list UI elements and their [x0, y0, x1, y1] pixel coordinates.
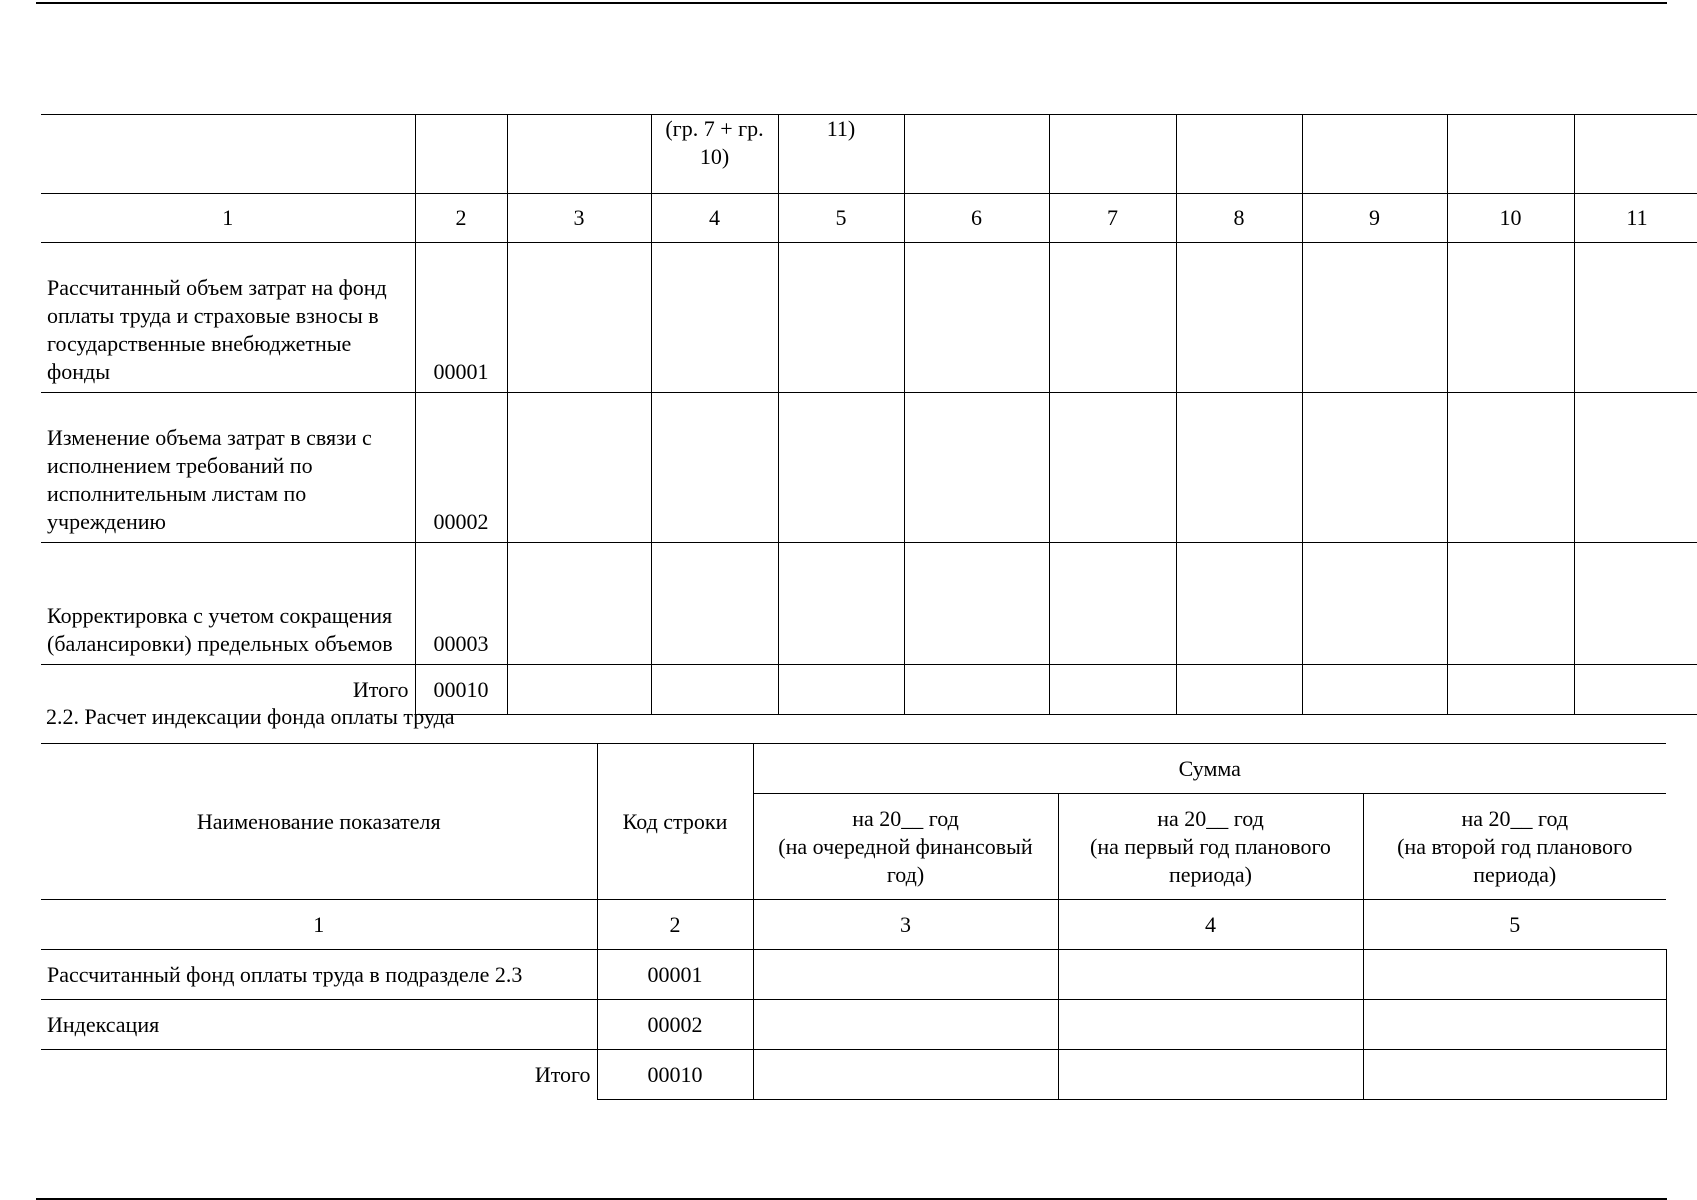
value-cell[interactable] [1447, 543, 1574, 665]
table2-header-row [41, 744, 1666, 794]
value-cell[interactable] [507, 393, 651, 543]
value-cell[interactable] [778, 543, 904, 665]
value-cell[interactable] [778, 665, 904, 715]
column-number: 5 [1363, 900, 1666, 950]
table1-header-row [41, 115, 1697, 194]
table1-header-cell [1176, 115, 1302, 194]
column-number: 4 [651, 194, 778, 243]
value-cell[interactable] [1058, 1050, 1363, 1100]
value-cell[interactable] [778, 243, 904, 393]
value-cell[interactable] [753, 950, 1058, 1000]
value-cell[interactable] [507, 665, 651, 715]
header-year-1: на 20__ год (на очередной финансовый год) [753, 794, 1058, 900]
column-number: 1 [41, 194, 415, 243]
row-code: 00001 [415, 243, 507, 393]
table-2-2-indexation [41, 743, 1667, 1100]
value-cell[interactable] [1447, 665, 1574, 715]
table1-column-numbers-row [41, 194, 1697, 243]
table-row [41, 950, 1666, 1000]
column-number: 11 [1574, 194, 1697, 243]
value-cell[interactable] [1058, 1000, 1363, 1050]
value-cell[interactable] [1302, 393, 1447, 543]
table1-header-cell [1049, 115, 1176, 194]
table1-header-cell [415, 115, 507, 194]
column-number: 3 [507, 194, 651, 243]
column-number: 9 [1302, 194, 1447, 243]
value-cell[interactable] [1574, 543, 1697, 665]
value-cell[interactable] [753, 1000, 1058, 1050]
value-cell[interactable] [1447, 243, 1574, 393]
header-code: Код строки [597, 744, 753, 900]
header-year-2: на 20__ год (на первый год планового периода) [1058, 794, 1363, 900]
table1-header-cell [41, 115, 415, 194]
value-cell[interactable] [1363, 1050, 1666, 1100]
column-number: 5 [778, 194, 904, 243]
value-cell[interactable] [1447, 393, 1574, 543]
column-number: 2 [597, 900, 753, 950]
value-cell[interactable] [507, 243, 651, 393]
value-cell[interactable] [651, 665, 778, 715]
row-name: Изменение объема затрат в связи с исполнением требований по исполнительным листам по учреждению [41, 393, 415, 543]
table1-header-cell [1302, 115, 1447, 194]
table-row [41, 543, 1697, 665]
table-2-1-continuation [41, 114, 1697, 715]
top-rule [36, 2, 1667, 4]
table1-header-cell [507, 115, 651, 194]
column-number: 3 [753, 900, 1058, 950]
table1-header-cell [1447, 115, 1574, 194]
total-label: Итого [41, 665, 415, 715]
value-cell[interactable] [1363, 950, 1666, 1000]
header-year-3: на 20__ год (на второй год планового периода) [1363, 794, 1666, 900]
value-cell[interactable] [1049, 243, 1176, 393]
value-cell[interactable] [1302, 665, 1447, 715]
value-cell[interactable] [1176, 665, 1302, 715]
value-cell[interactable] [1574, 393, 1697, 543]
value-cell[interactable] [1302, 243, 1447, 393]
table-row [41, 243, 1697, 393]
value-cell[interactable] [1049, 665, 1176, 715]
value-cell[interactable] [904, 543, 1049, 665]
total-label: Итого [41, 1050, 597, 1100]
row-name: Рассчитанный объем затрат на фонд оплаты труда и страховые взносы в государственные внебюджетные фонды [41, 243, 415, 393]
value-cell[interactable] [651, 243, 778, 393]
header-name: Наименование показателя [41, 744, 597, 900]
value-cell[interactable] [904, 393, 1049, 543]
row-code: 00002 [597, 1000, 753, 1050]
row-code: 00003 [415, 543, 507, 665]
total-code: 00010 [415, 665, 507, 715]
value-cell[interactable] [753, 1050, 1058, 1100]
section-title: 2.2. Расчет индексации фонда оплаты труда [46, 704, 455, 729]
value-cell[interactable] [1363, 1000, 1666, 1050]
value-cell[interactable] [651, 543, 778, 665]
column-number: 4 [1058, 900, 1363, 950]
column-number: 2 [415, 194, 507, 243]
value-cell[interactable] [1176, 543, 1302, 665]
table-row [41, 1000, 1666, 1050]
table1-header-cell [904, 115, 1049, 194]
column-number: 6 [904, 194, 1049, 243]
table1-header-cell: 11) [778, 115, 904, 194]
column-number: 7 [1049, 194, 1176, 243]
value-cell[interactable] [778, 393, 904, 543]
value-cell[interactable] [1058, 950, 1363, 1000]
table-row [41, 393, 1697, 543]
table2-total-row [41, 1050, 1666, 1100]
table2-column-numbers-row [41, 900, 1666, 950]
value-cell[interactable] [904, 243, 1049, 393]
column-number: 10 [1447, 194, 1574, 243]
value-cell[interactable] [1049, 393, 1176, 543]
table1-header-cell: (гр. 7 + гр. 10) [651, 115, 778, 194]
value-cell[interactable] [1176, 393, 1302, 543]
value-cell[interactable] [1049, 543, 1176, 665]
value-cell[interactable] [1176, 243, 1302, 393]
column-number: 8 [1176, 194, 1302, 243]
value-cell[interactable] [651, 393, 778, 543]
table1-header-cell [1574, 115, 1697, 194]
row-name: Корректировка с учетом сокращения (балансировки) предельных объемов [41, 543, 415, 665]
column-number: 1 [41, 900, 597, 950]
row-name: Рассчитанный фонд оплаты труда в подразделе 2.3 [41, 950, 597, 1000]
value-cell[interactable] [1302, 543, 1447, 665]
value-cell[interactable] [904, 665, 1049, 715]
total-code: 00010 [597, 1050, 753, 1100]
header-sum: Сумма [753, 744, 1666, 794]
value-cell[interactable] [507, 543, 651, 665]
row-code: 00002 [415, 393, 507, 543]
row-code: 00001 [597, 950, 753, 1000]
value-cell[interactable] [1574, 665, 1697, 715]
value-cell[interactable] [1574, 243, 1697, 393]
row-name: Индексация [41, 1000, 597, 1050]
